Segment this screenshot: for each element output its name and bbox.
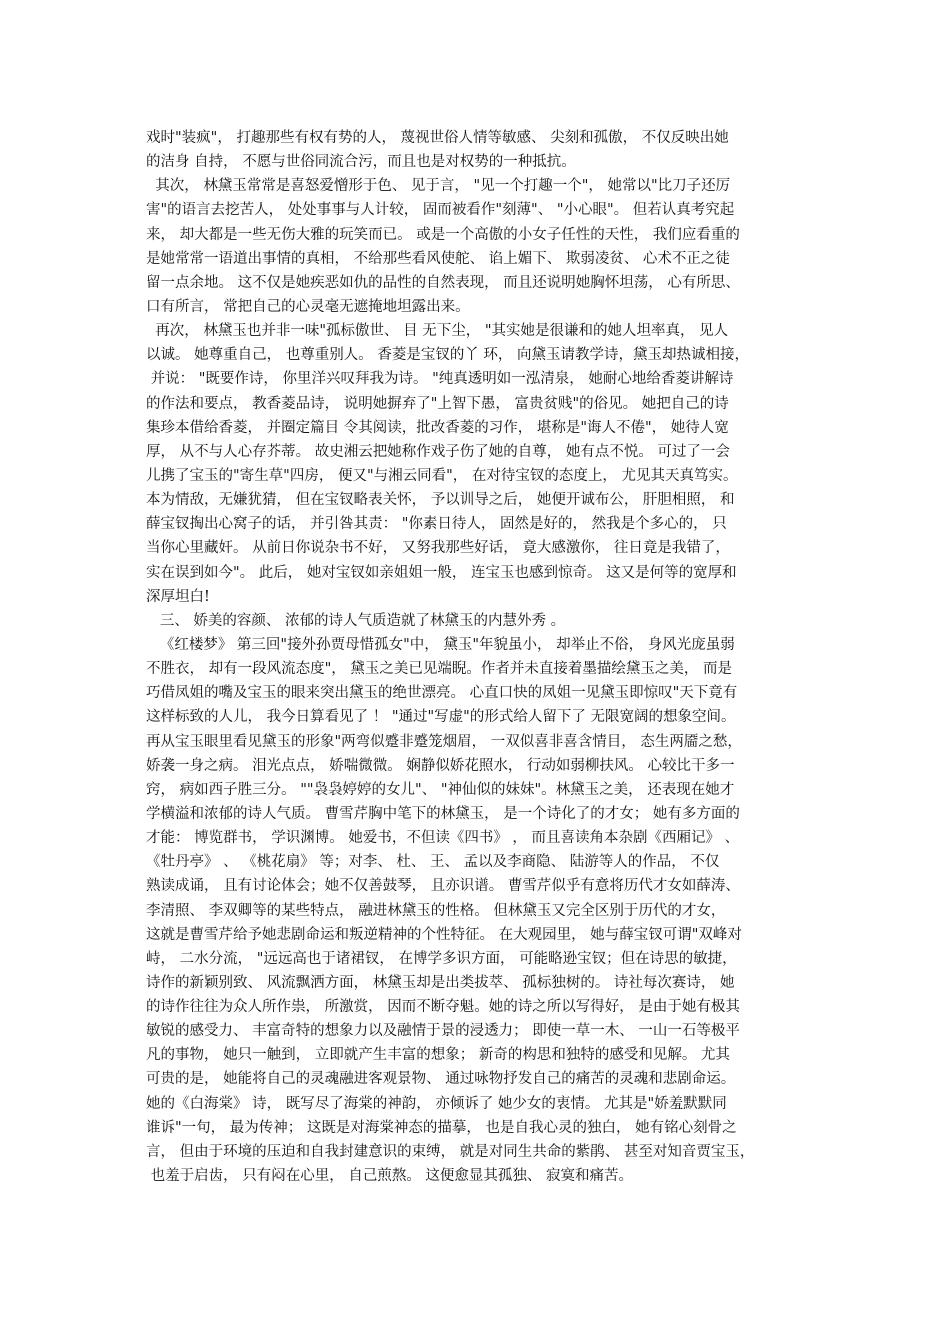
text-line: 窍， 病如西子胜三分。 ""袅袅婷婷的女儿"、 "神仙似的妹妹"。林黛玉之美， 还表现在她才 xyxy=(146,781,735,798)
text-line: 儿携了宝玉的"寄生草"四房， 便又"与湘云同看"， 在对待宝钗的态度上， 尤见其天真笃实。 xyxy=(146,467,738,484)
text-line: 才能： 博览群书， 学识渊博。 她爱书，不但读《四书》 ， 而且喜读角本杂剧《西厢记》 、 xyxy=(146,830,740,847)
text-line: 《牡丹亭》 、 《桃花扇》 等；对李、 杜、 王、 孟以及李商隐、 陆游等人的作品， 不仅 xyxy=(146,854,720,871)
text-line: 戏时"装疯"， 打趣那些有权有势的人， 蔑视世俗人情等敏感、 尖刻和孤傲， 不仅反映出她 xyxy=(146,130,729,146)
text-line: 不胜衣， 却有一段风流态度"， 黛玉之美已见端睨。作者并未直接着墨描绘黛玉之美， 而是 xyxy=(146,661,732,678)
text-line: 再次， 林黛玉也并非一味"孤标傲世、 目 无下尘， "其实她是很谦和的她人坦率真， 见人 xyxy=(146,323,729,340)
text-line: 这样标致的人儿， 我今日算看见了 ！ "通过"写虚"的形式给人留下了 无限宽阔的想象空间。 xyxy=(146,709,736,726)
text-line: 其次， 林黛玉常常是喜怒爱憎形于色、 见于言， "见一个打趣一个"， 她常以"比刀子还厉 xyxy=(146,178,731,195)
text-line: 深厚坦白! xyxy=(146,588,210,605)
text-line: 娇袭一身之病。 泪光点点， 娇喘微微。 娴静似娇花照水， 行动如弱柳扶风。 心较比干多一 xyxy=(146,757,735,774)
text-line: 这就是曹雪芹给予她悲剧命运和叛逆精神的个性特征。 在大观园里， 她与薛宝钗可谓"双峰对 xyxy=(146,926,742,943)
text-line: 谁诉"一句， 最为传神； 这既是对海棠神态的描摹， 也是自我心灵的独白， 她有铭心刻骨之 xyxy=(146,1119,737,1136)
text-line: 口有所言， 常把自己的心灵毫无遮掩地坦露出来。 xyxy=(146,298,470,315)
text-line: 害"的语言去挖苦人， 处处事事与人计较， 固而被看作"刻薄"、 "小心眼"。 但若认真考究起 xyxy=(146,202,735,219)
text-line: 可贵的是， 她能将自己的灵魂融进客观景物、 通过咏物抒发自己的痛苦的灵魂和悲剧命运。 xyxy=(146,1071,736,1088)
text-line: 言， 但由于环境的压迫和自我封建意识的束缚， 就是对同生共命的紫鹃、 甚至对知音贾宝玉， xyxy=(146,1143,755,1160)
text-line: 的洁身 自持， 不愿与世俗同流合污，而且也是对权势的一种抵抗。 xyxy=(146,154,576,171)
text-line: 厚， 从不与人心存芥蒂。 故史湘云把她称作戏子伤了她的自尊， 她有点不悦。 可过了一会 xyxy=(146,443,730,460)
text-line: 留一点余地。 这不仅是她疾恶如仇的品性的自然表现， 而且还说明她胸怀坦荡， 心有所思、 xyxy=(146,274,740,291)
text-line: 以诚。 她尊重自己， 也尊重别人。 香菱是宝钗的丫 环， 向黛玉请教学诗，黛玉却热诚相接， xyxy=(146,347,750,364)
text-line: 峙， 二水分流， "远远高也于诸裙钗， 在博学多识方面， 可能略逊宝钗；但在诗思的敏捷， xyxy=(146,950,737,967)
text-line: 是她常常一语道出事情的真相， 不给那些看风使舵、 谄上媚下、 欺弱凌贫、 心术不正之徒 xyxy=(146,250,730,267)
text-line: 凡的事物， 她只一触到， 立即就产生丰富的想象； 新奇的构思和独特的感受和见解。 尤其 xyxy=(146,1047,730,1064)
text-line: 她的《白海棠》 诗， 既写尽了海棠的神韵， 亦倾诉了 她少女的衷情。 尤其是"娇羞默默同 xyxy=(146,1095,727,1112)
text-line: 实在误到如今"。 此后， 她对宝钗如亲姐姐一般， 连宝玉也感到惊奇。 这又是何等的宽厚和 xyxy=(146,564,737,581)
document-page xyxy=(146,126,822,1188)
text-line: 熟读成诵， 且有讨论体会；她不仅善鼓琴， 且亦识谱。 曹雪芹似乎有意将历代才女如薛涛、 xyxy=(146,878,740,895)
section-heading: 三、 娇美的容颜、 浓郁的诗人气质造就了林黛玉的内慧外秀 。 xyxy=(146,612,566,629)
text-line: 巧借凤姐的嘴及宝玉的眼来突出黛玉的绝世漂亮。 心直口快的凤姐一见黛玉即惊叹"天下竟有 xyxy=(146,685,738,702)
text-line: 《红楼梦》 第三回"接外孙贾母惜孤女"中， 黛玉"年貌虽小， 却举止不俗， 身风光庞虽弱 xyxy=(146,636,735,653)
text-line: 敏锐的感受力、 丰富奇特的想象力以及融情于景的浸透力； 即使一草一木、 一山一石等极平 xyxy=(146,1023,740,1040)
text-line: 并说： "既要作诗， 你里洋兴叹拜我为诗。 "纯真透明如一泓清泉， 她耐心地给香菱讲解诗 xyxy=(146,371,734,388)
text-line: 集珍本借给香菱， 并圈定篇目 令其阅读，批改香菱的习作， 堪称是"诲人不倦"， 她待人宽 xyxy=(146,419,729,436)
text-line: 也羞于启齿， 只有闷在心里， 自己煎熬。 这便愈显其孤独、 寂寞和痛苦。 xyxy=(146,1168,634,1185)
text-line: 来， 却大都是一些无伤大雅的玩笑而已。 或是一个高傲的小女子任性的天性， 我们应看重的 xyxy=(146,226,740,243)
text-line: 诗作的新颖别致、 风流飘洒方面， 林黛玉却是出类拔萃、 孤标独树的。 诗社每次赛诗， 她 xyxy=(146,974,735,991)
text-line: 当你心里藏奸。 从前日你说杂书不好， 又努我那些好话， 竟大感激你， 往日竟是我错了， xyxy=(146,540,730,557)
text-line: 的作法和要点， 教香菱品诗， 说明她摒弃了"上智下愚， 富贵贫贱"的俗见。 她把自己的诗 xyxy=(146,395,729,412)
text-line: 再从宝玉眼里看见黛玉的形象"两弯似蹙非蹙笼烟眉， 一双似喜非喜含情目， 态生两靥之愁， xyxy=(146,733,742,750)
text-line: 的诗作往往为众人所作祟， 所激赏， 因而不断夺魁。她的诗之所以写得好， 是由于她有极其 xyxy=(146,999,740,1016)
text-line: 薛宝钗掏出心窝子的话， 并引咎其责： "你素日待人， 固然是好的， 然我是个多心的， 只 xyxy=(146,516,727,533)
text-line: 学横溢和浓郁的诗人气质。 曹雪芹胸中笔下的林黛玉， 是一个诗化了的才女； 她有多方面的 xyxy=(146,805,740,822)
text-line: 李清照、 李双卿等的某些特点， 融进林黛玉的性格。 但林黛玉又完全区别于历代的才女， xyxy=(146,902,726,919)
text-line: 本为情敌，无嫌犹猜， 但在宝钗略表关怀， 予以训导之后， 她便开诚布公， 肝胆相照， 和 xyxy=(146,492,735,509)
